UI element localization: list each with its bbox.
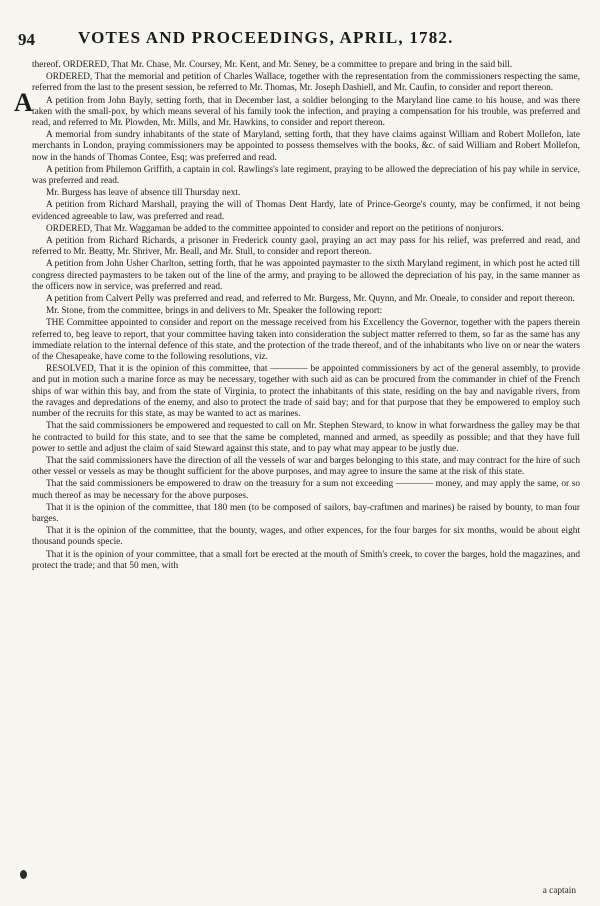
paragraph: ORDERED, That Mr. Waggaman be added to the committee appointed to consider and report on the petitions of nonjurors. (46, 223, 504, 234)
paragraph: A petition from Richard Richards, a prisoner in Frederick county gaol, praying an act may pass for his relief, was preferred and read, and referred to Mr. Beatty, Mr. Shriver, Mr. Beall, and Mr. Stull, to consider and report thereon. (32, 236, 580, 258)
paragraph: A petition from Philemon Griffith, a captain in col. Rawlings's late regiment, praying to be allowed the depreciation of his pay while in service, was preferred and read. (32, 164, 580, 187)
paragraph: That it is the opinion of the committee, that the bounty, wages, and other expences, for the four barges for six months, would be about eight thousand pounds specie. (32, 526, 580, 548)
paragraph: RESOLVED, That it is the opinion of this committee, that ———— be appointed commissioners by act of the general assembly, to provide and put in motion such a marine force as may be necessary, together with such aid as can be procured from the commander in chief of the French ships of war within this bay, and from the state of Virginia, to protect the inhabitants of this state, residing on the bay and navigable rivers, from the ravages and depredations of the enemy, and also to protect the trade of said bay; and for that purpose that they be empowered to employ such number of the recruits for this state, as may be wanted to act as marines. (32, 364, 580, 420)
paragraph: thereof. ORDERED, That Mr. Chase, Mr. Coursey, Mr. Kent, and Mr. Seney, be a committee to prepare and bring in the said bill. (32, 60, 513, 70)
paragraph: That it is the opinion of the committee, that 180 men (to be composed of sailors, bay-craftmen and marines) be raised by bounty, to man four barges. (32, 502, 580, 524)
running-title: VOTES AND PROCEEDINGS, APRIL, 1782. (78, 28, 454, 47)
paragraph: A petition from Richard Marshall, praying the will of Thomas Dent Hardy, late of Prince-George's county, may be confirmed, it not being evidenced agreeable to law, was preferred and read. (32, 200, 580, 222)
paragraph: A petition from Calvert Pelly was preferred and read, and referred to Mr. Burgess, Mr. Quynn, and Mr. Oneale, to consider and report thereon. (46, 294, 575, 305)
page-number: 94 (18, 30, 35, 49)
margin-ink-dot (20, 870, 27, 879)
page-header (18, 28, 584, 54)
paragraph: That the said commissioners have the direction of all the vessels of war and barges belonging to this state, and may contract for the hire of such other vessel or vessels as may be thought sufficient for the above purposes, and may agree to insure the same at the risk of this state. (32, 455, 580, 478)
paragraph: That it is the opinion of your committee, that a small fort be erected at the mouth of Smith's creek, to cover the barges, hold the magazines, and protect the trade; and that 50 men, with (32, 549, 580, 571)
paragraph: ORDERED, That the memorial and petition of Charles Wallace, together with the representation from the commissioners respecting the same, referred from the last to the present session, be referred to Mr. Thomas, Mr. Joseph Dashiell, and Mr. Caufin, to consider and report thereon. (32, 72, 580, 94)
paragraph: A petition from John Bayly, setting forth, that in December last, a soldier belonging to the Maryland line came to his house, and was there taken with the small-pox, by which means several of his family took the infection, and praying a compensation for his trouble, was preferred and read, and referred to Mr. Plowden, Mr. Mills, and Mr. Hawkins, to consider and report thereon. (32, 95, 580, 129)
paragraph: That the said commissioners be empowered to draw on the treasury for a sum not exceeding ———— money, and may apply the same, or so much thereof as may be necessary for the above purposes. (32, 479, 580, 501)
margin-mark: A (14, 88, 33, 117)
paragraph: Mr. Stone, from the committee, brings in and delivers to Mr. Speaker the following report: (46, 306, 383, 317)
paragraph: THE Committee appointed to consider and report on the message received from his Excellency the Governor, together with the papers therein referred to, beg leave to report, that your committee having taken into consideration the subject matter referred to them, so far as the same has any immediate relation to the internal defence of this state, and the protection of the trade thereof, and of the inhabitants who live on or near the waters of the Chesapeake, have come to the following resolutions, viz. (32, 318, 580, 363)
paragraph: That the said commissioners be empowered and requested to call on Mr. Stephen Steward, to know in what forwardness the galley may be that he contracted to build for this state, and to see that the same be completed, manned and armed, as speedily as possible; and that they have full power to settle and adjust the claim of said Steward against this state, and to pay what may appear to be justly due. (32, 421, 580, 454)
body-text (32, 60, 580, 573)
paragraph: Mr. Burgess has leave of absence till Thursday next. (46, 188, 241, 199)
catchword: a captain (542, 886, 576, 896)
paragraph: A petition from John Usher Charlton, setting forth, that he was appointed paymaster to the sixth Maryland regiment, in which post he acted till congress directed paymasters to be taken out of the line of the army, and praying to be allowed the depreciation of his pay, in the same manner as the officers now in service, was preferred and read. (32, 259, 580, 292)
paragraph: A memorial from sundry inhabitants of the state of Maryland, setting forth, that they have claims against William and Robert Mollefon, late merchants in London, praying commissioners may be appointed to possess themselves with the books, &c. of said William and Robert Mollefon, now in the hands of Thomas Contee, Esq; was preferred and read. (32, 130, 580, 163)
